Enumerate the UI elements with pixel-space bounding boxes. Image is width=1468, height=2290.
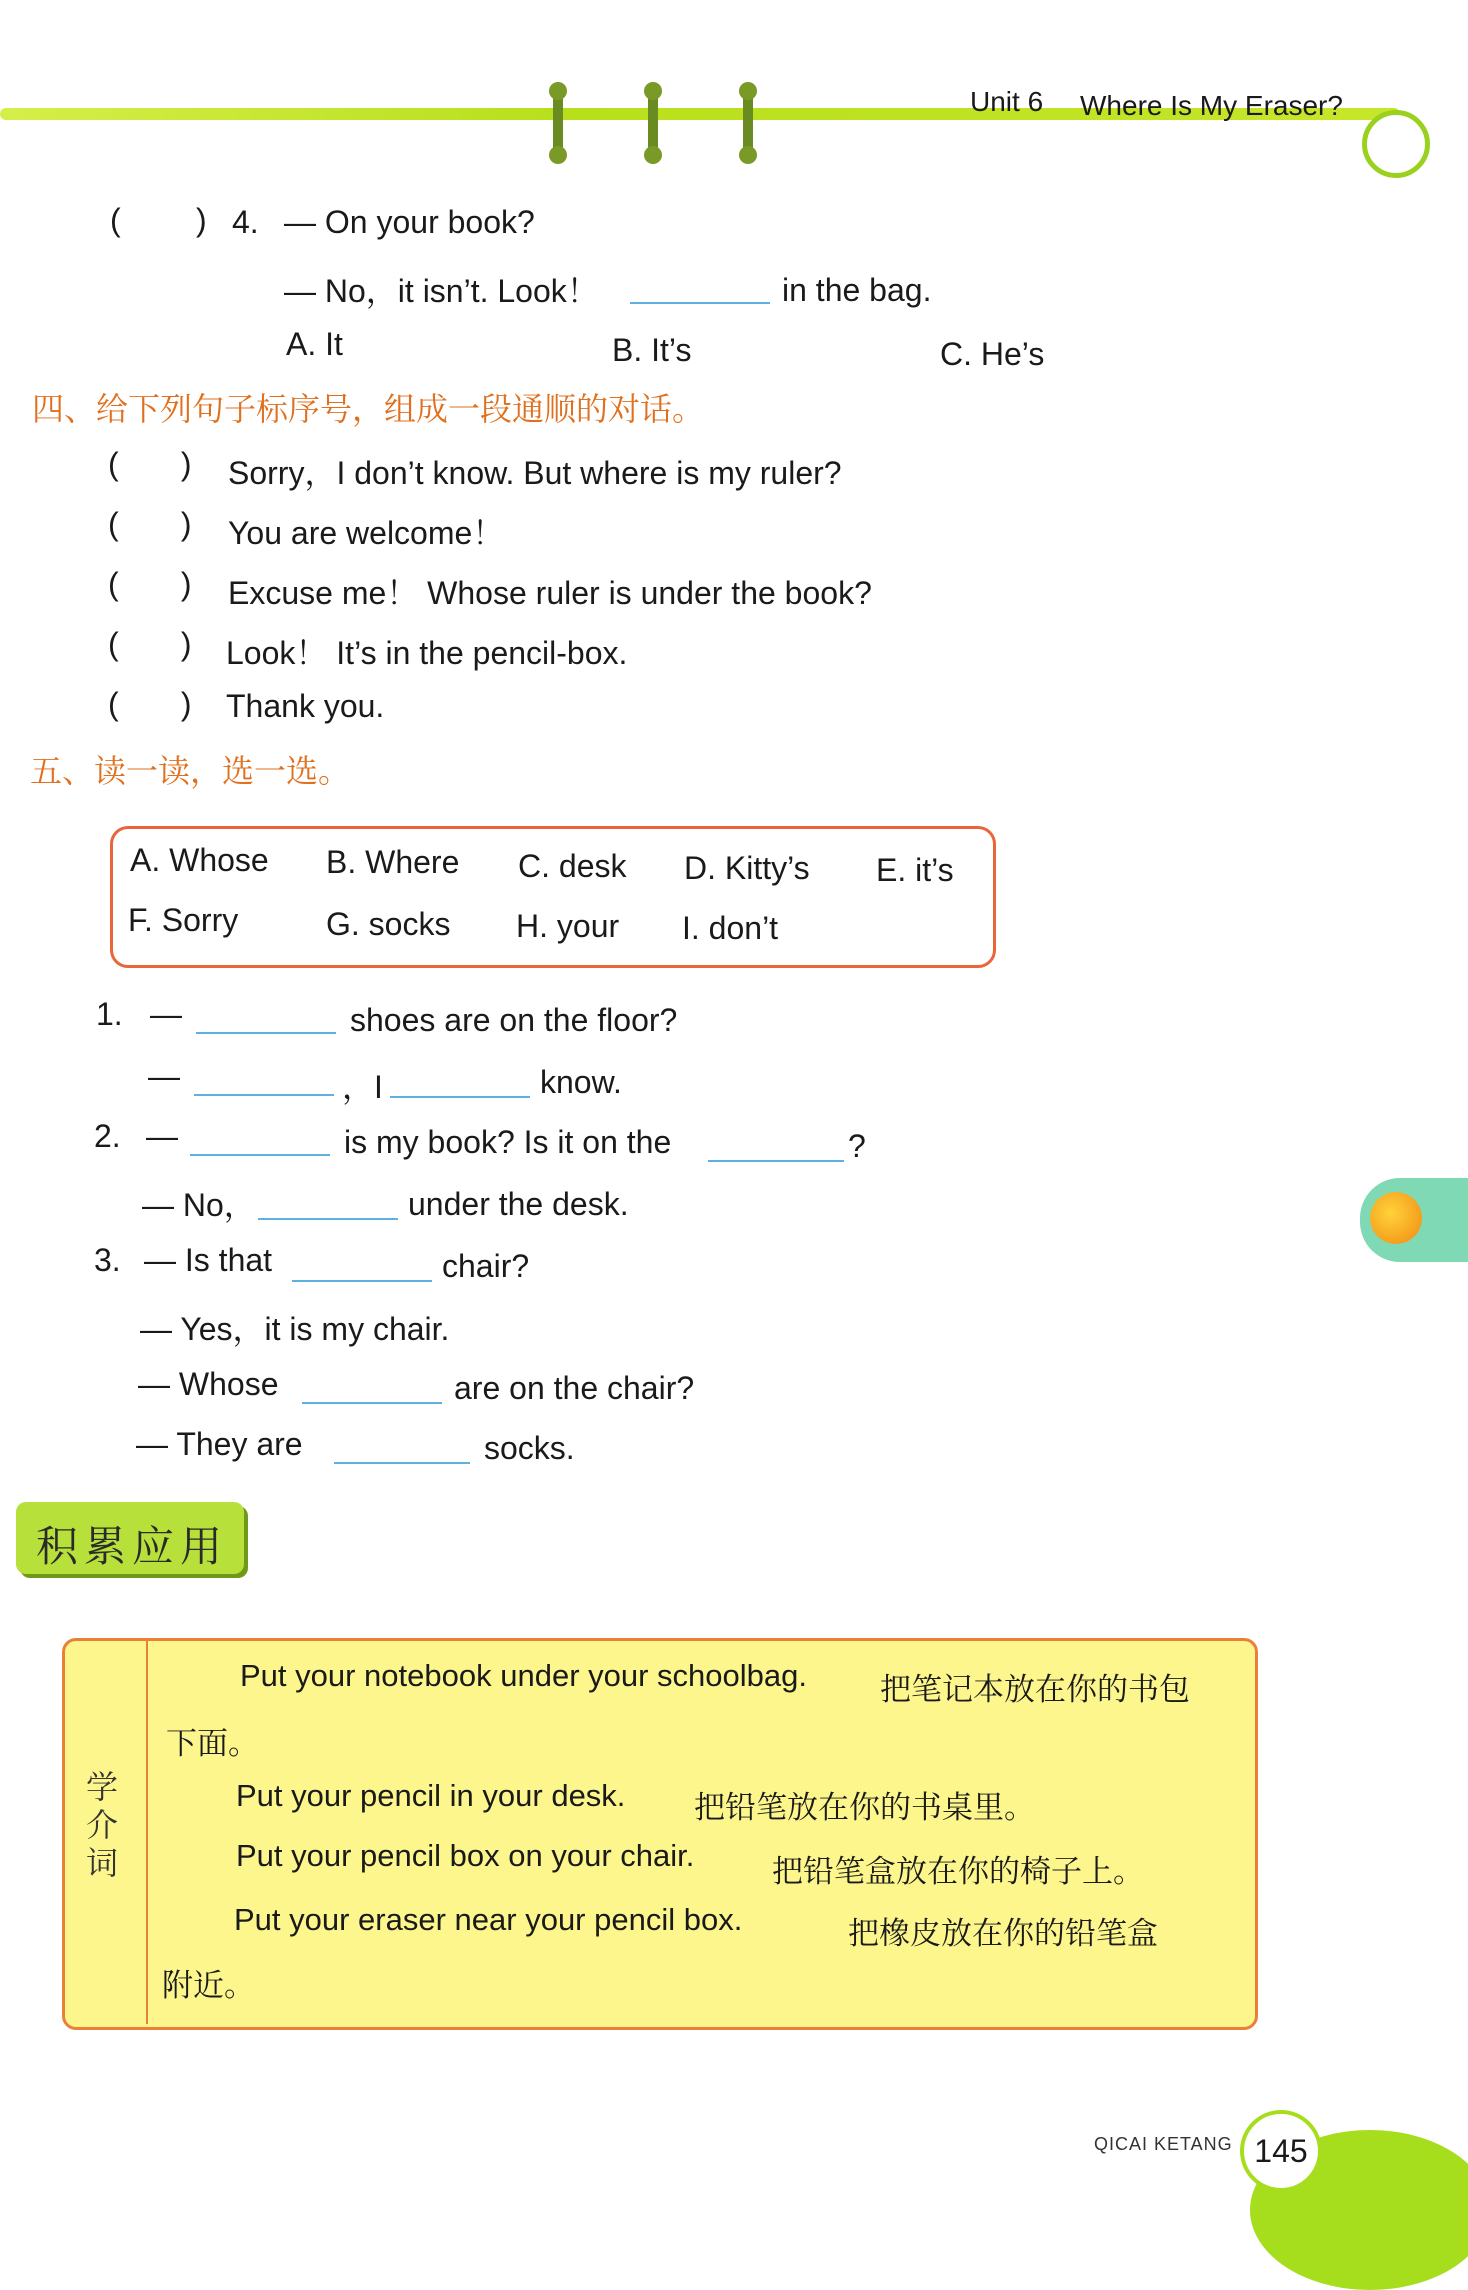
answer-paren-close: )	[196, 202, 207, 238]
dialogue-line: Look！ It’s in the pencil-box.	[226, 635, 628, 671]
vocab-translation: 下面。	[166, 1726, 259, 1762]
order-paren[interactable]: ( )	[108, 506, 192, 542]
sentence-text: socks.	[484, 1430, 575, 1466]
answer-blank[interactable]	[630, 274, 770, 304]
q4-option-a: A. It	[286, 326, 343, 362]
vocab-sentence: Put your pencil box on your chair.	[236, 1838, 695, 1873]
q4-line1: — On your book?	[284, 204, 535, 240]
vocab-translation: 把铅笔盒放在你的椅子上。	[772, 1854, 1144, 1890]
order-paren[interactable]: ( )	[108, 566, 192, 602]
fish-icon	[1370, 1192, 1422, 1244]
dialogue-line: Thank you.	[226, 688, 385, 724]
q4-option-c: C. He’s	[940, 336, 1045, 372]
word-option: E. it’s	[876, 852, 954, 888]
sentence-text: — Whose	[138, 1366, 279, 1402]
binder-ring-icon	[743, 88, 753, 158]
footer-brand: QICAI KETANG	[1094, 2134, 1233, 2154]
sentence-text: shoes are on the floor?	[350, 1002, 678, 1038]
section-tag: 积累应用	[16, 1502, 244, 1574]
sentence-text: ，I	[342, 1069, 383, 1105]
sentence-text: under the desk.	[408, 1186, 629, 1222]
vocab-translation: 把铅笔放在你的书桌里。	[694, 1790, 1035, 1826]
dialogue-line: Excuse me！ Whose ruler is under the book?	[228, 575, 872, 611]
question-number: 2.	[94, 1118, 121, 1154]
answer-blank[interactable]	[194, 1066, 334, 1096]
word-option: A. Whose	[130, 842, 269, 878]
dash: —	[146, 1118, 178, 1154]
answer-blank[interactable]	[390, 1068, 530, 1098]
sentence-text: — Is that	[144, 1242, 273, 1278]
vocab-translation: 把橡皮放在你的铅笔盒	[848, 1916, 1158, 1952]
sentence-text: chair?	[442, 1248, 530, 1284]
answer-blank[interactable]	[302, 1374, 442, 1404]
word-option: I. don’t	[682, 910, 779, 946]
question-number: 3.	[94, 1242, 121, 1278]
q4-line2a: — No，it isn’t. Look！	[284, 273, 599, 309]
unit-label: Unit 6	[970, 86, 1044, 117]
vocab-sentence: Put your pencil in your desk.	[236, 1778, 626, 1813]
page-number: 145	[1240, 2110, 1322, 2192]
sentence-text: — No，	[142, 1187, 256, 1223]
sentence-text: — Yes，it is my chair.	[140, 1311, 450, 1347]
answer-blank[interactable]	[190, 1126, 330, 1156]
question-number: 4.	[232, 204, 259, 240]
word-option: C. desk	[518, 848, 627, 884]
order-paren[interactable]: ( )	[108, 686, 192, 722]
section-5-heading: 五、读一读，选一选。	[30, 752, 351, 790]
answer-blank[interactable]	[334, 1434, 470, 1464]
mascot-icon	[1362, 110, 1430, 178]
sentence-text: ?	[848, 1128, 866, 1164]
q4-option-b: B. It’s	[612, 332, 692, 368]
vocab-side-label: 学介词	[62, 1638, 148, 2024]
dialogue-line: Sorry，I don’t know. But where is my ruler?	[228, 455, 842, 491]
order-paren[interactable]: ( )	[108, 626, 192, 662]
vocab-translation: 把笔记本放在你的书包	[880, 1672, 1190, 1708]
dialogue-line: You are welcome！	[228, 515, 505, 551]
word-option: H. your	[516, 908, 620, 944]
vocab-translation: 附近。	[162, 1968, 255, 2004]
answer-blank[interactable]	[196, 1004, 336, 1034]
word-option: G. socks	[326, 906, 451, 942]
sentence-text: is my book? Is it on the	[344, 1124, 672, 1160]
sentence-text: — They are	[136, 1426, 303, 1462]
word-option: F. Sorry	[128, 902, 239, 938]
unit-title: Where Is My Eraser?	[1080, 90, 1343, 121]
word-option: D. Kitty’s	[684, 850, 810, 886]
order-paren[interactable]: ( )	[108, 446, 192, 482]
q4-line2b: in the bag.	[782, 272, 932, 308]
vocab-sentence: Put your notebook under your schoolbag.	[240, 1658, 807, 1693]
binder-ring-icon	[553, 88, 563, 158]
answer-paren-open: (	[110, 202, 121, 238]
sentence-text: are on the chair?	[454, 1370, 695, 1406]
dash: —	[148, 1058, 180, 1094]
answer-blank[interactable]	[708, 1132, 844, 1162]
question-number: 1.	[96, 996, 123, 1032]
vocab-sentence: Put your eraser near your pencil box.	[234, 1902, 743, 1937]
answer-blank[interactable]	[258, 1190, 398, 1220]
section-4-heading: 四、给下列句子标序号，组成一段通顺的对话。	[32, 390, 705, 428]
dash: —	[150, 996, 182, 1032]
sentence-text: know.	[540, 1064, 622, 1100]
word-option: B. Where	[326, 844, 460, 880]
binder-ring-icon	[648, 88, 658, 158]
answer-blank[interactable]	[292, 1252, 432, 1282]
